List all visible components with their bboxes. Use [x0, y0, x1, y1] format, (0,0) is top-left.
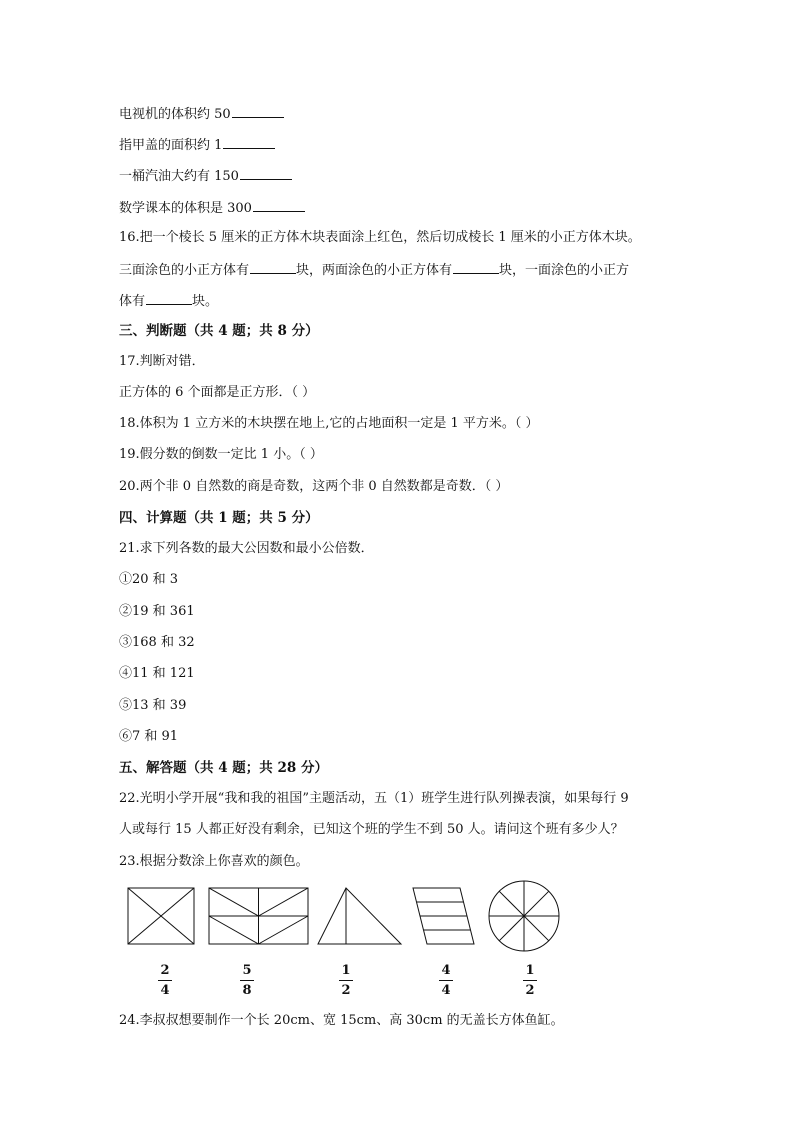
fraction-bar — [439, 980, 453, 981]
fill-item-text: 数学课本的体积是 300 — [119, 201, 252, 216]
fraction-bar — [339, 980, 353, 981]
fraction-numerator: 2 — [160, 963, 170, 978]
fraction-bar — [158, 980, 172, 981]
fraction-denominator: 8 — [242, 983, 252, 998]
shape-parallelogram-quarters[interactable] — [413, 888, 474, 944]
q22-line2: 人或每行 15 人都正好没有剩余，已知这个班的学生不到 50 人。请问这个班有多少人？ — [119, 822, 624, 837]
q21-item: ④11 和 121 — [119, 666, 195, 681]
q16-line1: 16.把一个棱长 5 厘米的正方体木块表面涂上红色，然后切成棱长 1 厘米的小正方体木块。 — [119, 230, 641, 245]
fill-item-text: 电视机的体积约 50 — [119, 107, 231, 122]
fraction-label — [232, 963, 262, 998]
q17-title: 17.判断对错． — [119, 354, 205, 369]
shape-square-quarters[interactable] — [128, 888, 194, 944]
q24-text: 24.李叔叔想要制作一个长 20cm、宽 15cm、高 30cm 的无盖长方体鱼缸。 — [119, 1013, 564, 1028]
q22-line1: 22.光明小学开展“我和我的祖国”主题活动，五（1）班学生进行队列操表演，如果每行 9 — [119, 791, 629, 806]
q19-text: 19.假分数的倒数一定比 1 小。（ ） — [119, 447, 323, 462]
q20-text: 20.两个非 0 自然数的商是奇数，这两个非 0 自然数都是奇数．（ ） — [119, 479, 509, 494]
q21-item: ③168 和 32 — [119, 635, 195, 650]
fill-item-text: 指甲盖的面积约 1 — [119, 138, 223, 153]
q17-text: 正方体的 6 个面都是正方形．（ ） — [119, 385, 316, 400]
q23-text: 23.根据分数涂上你喜欢的颜色。 — [119, 854, 309, 869]
fraction-denominator: 2 — [525, 983, 535, 998]
fill-item-text: 一桶汽油大约有 150 — [119, 169, 239, 184]
q21-item: ⑤13 和 39 — [119, 698, 187, 713]
fraction-denominator: 2 — [341, 983, 351, 998]
q16-text-b: 块，两面涂色的小正方体有 — [296, 263, 453, 278]
section4-heading: 四、计算题（共 1 题；共 5 分） — [119, 510, 319, 526]
q21-item: ⑥7 和 91 — [119, 729, 179, 744]
q21-item: ①20 和 3 — [119, 572, 179, 587]
fraction-denominator: 4 — [160, 983, 170, 998]
fraction-label — [150, 963, 180, 998]
q16-text-d: 体有 — [119, 294, 146, 309]
q21-item: ②19 和 361 — [119, 604, 195, 619]
fraction-label — [515, 963, 545, 998]
shape-circle-eighths[interactable] — [489, 881, 559, 951]
q21-text: 21.求下列各数的最大公因数和最小公倍数． — [119, 541, 374, 556]
q16-text-a: 三面涂色的小正方体有 — [119, 263, 250, 278]
section3-heading: 三、判断题（共 4 题；共 8 分） — [119, 323, 319, 339]
fraction-label — [431, 963, 461, 998]
q16-text-c: 块，一面涂色的小正方 — [499, 263, 630, 278]
fraction-numerator: 1 — [525, 963, 535, 978]
q18-text: 18.体积为 1 立方米的木块摆在地上,它的占地面积一定是 1 平方米。（ ） — [119, 416, 539, 431]
fraction-bar — [240, 980, 254, 981]
fraction-numerator: 5 — [242, 963, 252, 978]
fraction-bar — [523, 980, 537, 981]
shape-rectangle-eighths[interactable] — [209, 888, 308, 944]
fraction-numerator: 4 — [441, 963, 451, 978]
fraction-denominator: 4 — [441, 983, 451, 998]
section5-heading: 五、解答题（共 4 题；共 28 分） — [119, 760, 328, 776]
q16-text-e: 块。 — [192, 294, 219, 309]
shape-triangle-halves[interactable] — [318, 888, 401, 944]
fraction-numerator: 1 — [341, 963, 351, 978]
fraction-label — [331, 963, 361, 998]
